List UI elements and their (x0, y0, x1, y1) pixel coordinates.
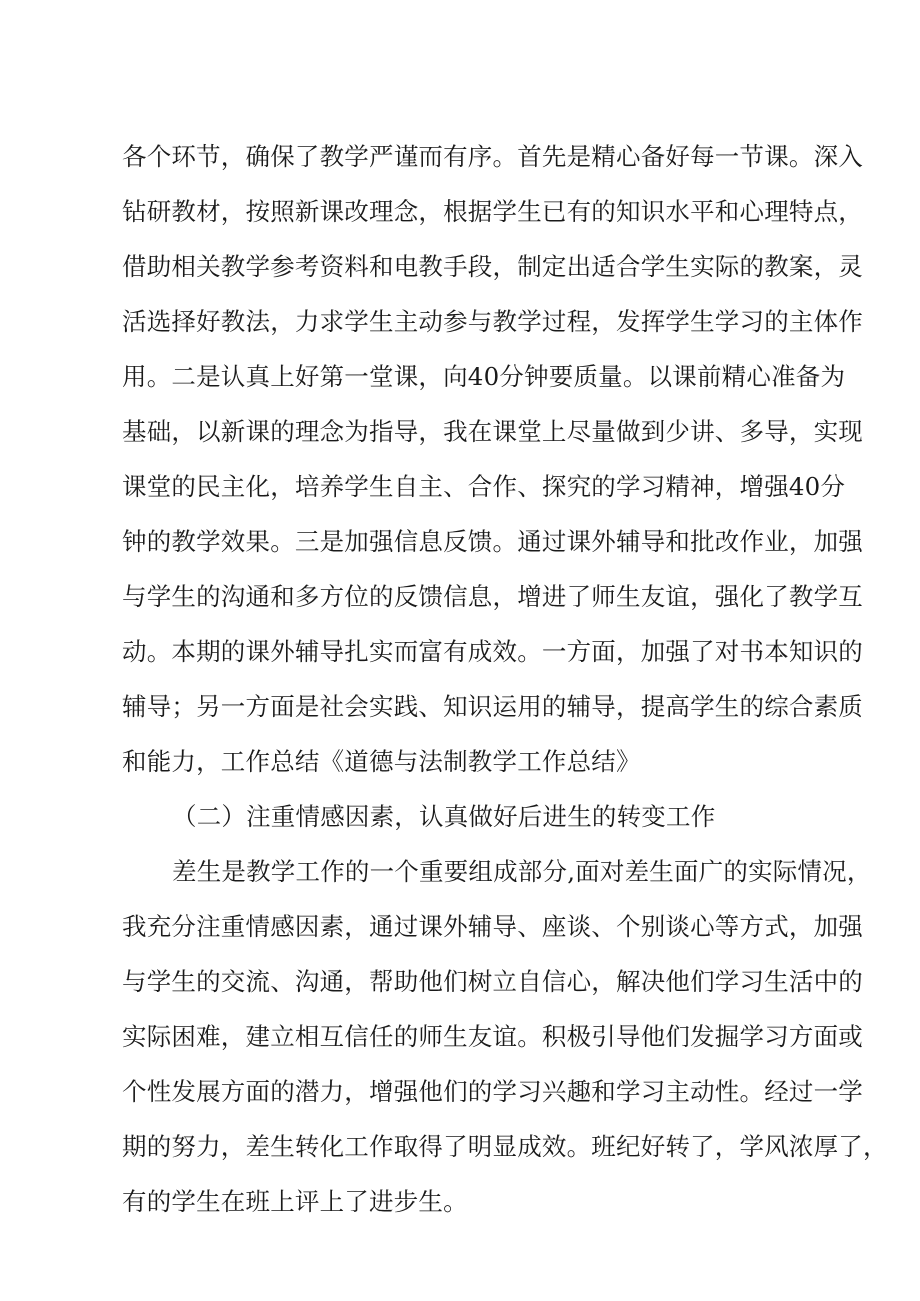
text-line: 课堂的民主化，培养学生自主、合作、探究的学习精神，增强40分 (122, 472, 846, 501)
text-line: 实际困难，建立相互信任的师生友谊。积极引导他们发掘学习方面或 (122, 1022, 863, 1051)
text-line: 用。二是认真上好第一堂课，向40分钟要质量。以课前精心准备为 (122, 362, 846, 391)
text-line: 我充分注重情感因素，通过课外辅导、座谈、个别谈心等方式，加强 (122, 912, 863, 941)
text-line: 动。本期的课外辅导扎实而富有成效。一方面，加强了对书本知识的 (122, 637, 863, 666)
text-line: 差生是教学工作的一个重要组成部分,面对差生面广的实际情况， (172, 857, 872, 886)
text-line: 基础，以新课的理念为指导，我在课堂上尽量做到少讲、多导，实现 (122, 417, 863, 446)
text-line: 钟的教学效果。三是加强信息反馈。通过课外辅导和批改作业，加强 (122, 527, 863, 556)
text-line: 个性发展方面的潜力，增强他们的学习兴趣和学习主动性。经过一学 (122, 1077, 863, 1106)
text-line: 期的努力，差生转化工作取得了明显成效。班纪好转了，学风浓厚了， (122, 1132, 888, 1161)
text-line: 与学生的交流、沟通，帮助他们树立自信心，解决他们学习生活中的 (122, 967, 863, 996)
text-line: 钻研教材，按照新课改理念，根据学生已有的知识水平和心理特点， (122, 197, 863, 226)
text-line: 活选择好教法，力求学生主动参与教学过程，发挥学生学习的主体作 (122, 307, 863, 336)
text-line: 辅导；另一方面是社会实践、知识运用的辅导，提高学生的综合素质 (122, 692, 863, 721)
text-line: 与学生的沟通和多方位的反馈信息，增进了师生友谊，强化了教学互 (122, 582, 863, 611)
section-heading: （二）注重情感因素，认真做好后进生的转变工作 (172, 802, 716, 831)
text-line: 和能力，工作总结《道德与法制教学工作总结》 (122, 747, 641, 776)
text-line: 有的学生在班上评上了进步生。 (122, 1187, 468, 1216)
text-line: 各个环节，确保了教学严谨而有序。首先是精心备好每一节课。深入 (122, 142, 863, 171)
text-line: 借助相关教学参考资料和电教手段，制定出适合学生实际的教案，灵 (122, 252, 863, 281)
